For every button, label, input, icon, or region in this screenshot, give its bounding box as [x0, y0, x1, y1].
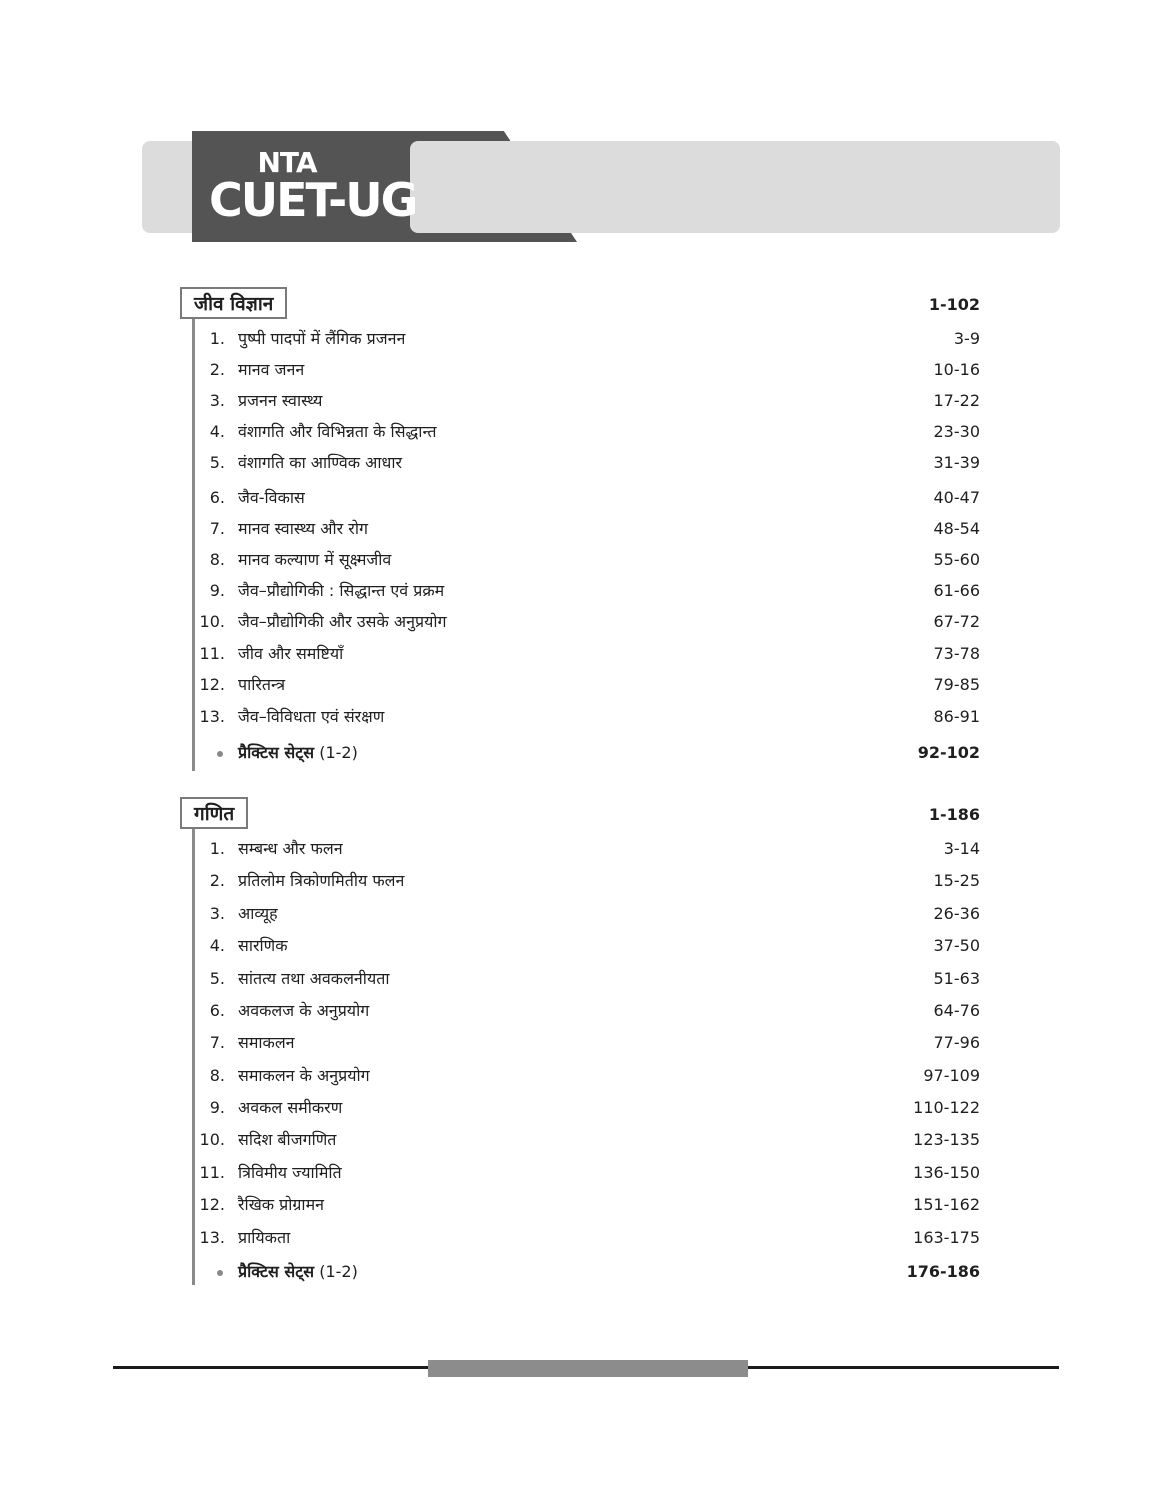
toc-row[interactable]	[180, 642, 980, 666]
section-bar	[192, 319, 195, 771]
chapter-title: सारणिक	[238, 936, 288, 955]
practice-sets-row[interactable]	[180, 1260, 980, 1284]
practice-sets-range: (1-2)	[319, 743, 358, 762]
chapter-pages: 61-66	[933, 581, 980, 600]
chapter-pages: 23-30	[933, 422, 980, 441]
toc-row[interactable]	[180, 1161, 980, 1185]
bullet-icon	[217, 1270, 223, 1276]
chapter-title: जैव-विकास	[238, 488, 305, 507]
toc-row[interactable]	[180, 486, 980, 510]
toc-row[interactable]	[180, 673, 980, 697]
chapter-pages: 67-72	[933, 612, 980, 631]
chapter-pages: 79-85	[933, 675, 980, 694]
chapter-pages: 136-150	[913, 1163, 980, 1182]
chapter-pages: 77-96	[933, 1033, 980, 1052]
toc-row[interactable]	[180, 579, 980, 603]
chapter-pages: 17-22	[933, 391, 980, 410]
section-title: गणित	[180, 797, 248, 829]
chapter-number: 9.	[209, 1098, 225, 1117]
section-mathematics	[180, 797, 980, 1287]
toc-row[interactable]	[180, 451, 980, 475]
chapter-pages: 163-175	[913, 1228, 980, 1247]
chapter-pages: 123-135	[913, 1130, 980, 1149]
chapter-pages: 64-76	[933, 1001, 980, 1020]
chapter-title: अवकल समीकरण	[238, 1098, 343, 1117]
chapter-pages: 37-50	[933, 936, 980, 955]
chapter-title: त्रिविमीय ज्यामिति	[238, 1163, 342, 1182]
toc-row[interactable]	[180, 517, 980, 541]
chapter-title: जैव–विविधता एवं संरक्षण	[238, 707, 385, 726]
chapter-pages: 15-25	[933, 871, 980, 890]
section-title: जीव विज्ञान	[180, 287, 287, 319]
chapter-title: समाकलन	[238, 1033, 295, 1052]
chapter-number: 12.	[199, 1195, 225, 1214]
chapter-title: मानव जनन	[238, 360, 305, 379]
chapter-title: मानव स्वास्थ्य और रोग	[238, 519, 368, 538]
toc-row[interactable]	[180, 548, 980, 572]
chapter-number: 2.	[209, 360, 225, 379]
toc-row[interactable]	[180, 1031, 980, 1055]
chapter-title: समाकलन के अनुप्रयोग	[238, 1066, 370, 1085]
logo-cuet-ug: CUET-UG	[209, 173, 417, 227]
toc-row[interactable]	[180, 1128, 980, 1152]
chapter-title: रैखिक प्रोग्रामन	[238, 1195, 325, 1214]
chapter-title: आव्यूह	[238, 904, 278, 923]
toc-row[interactable]	[180, 389, 980, 413]
chapter-number: 4.	[209, 936, 225, 955]
chapter-number: 3.	[209, 904, 225, 923]
chapter-title: सदिश बीजगणित	[238, 1130, 337, 1149]
footer-bar	[428, 1360, 748, 1377]
toc-row[interactable]	[180, 705, 980, 729]
chapter-number: 4.	[209, 422, 225, 441]
toc-row[interactable]	[180, 869, 980, 893]
chapter-number: 13.	[199, 1228, 225, 1247]
chapter-number: 8.	[209, 1066, 225, 1085]
toc-row[interactable]	[180, 934, 980, 958]
chapter-title: प्रजनन स्वास्थ्य	[238, 391, 323, 410]
chapter-title: प्रायिकता	[238, 1228, 291, 1247]
toc-row[interactable]	[180, 327, 980, 351]
chapter-pages: 48-54	[933, 519, 980, 538]
toc-row[interactable]	[180, 1193, 980, 1217]
practice-sets-row[interactable]	[180, 741, 980, 765]
toc-row[interactable]	[180, 837, 980, 861]
chapter-number: 5.	[209, 969, 225, 988]
chapter-pages: 73-78	[933, 644, 980, 663]
chapter-number: 10.	[199, 612, 225, 631]
practice-sets-title	[238, 1260, 358, 1284]
chapter-number: 13.	[199, 707, 225, 726]
chapter-title: पुष्पी पादपों में लैंगिक प्रजनन	[238, 329, 406, 348]
chapter-pages: 97-109	[923, 1066, 980, 1085]
toc-row[interactable]	[180, 420, 980, 444]
practice-sets-label: प्रैक्टिस सेट्स	[238, 743, 315, 762]
chapter-pages: 3-9	[953, 329, 980, 348]
bullet-icon	[217, 751, 223, 757]
chapter-pages: 110-122	[913, 1098, 980, 1117]
chapter-pages: 26-36	[933, 904, 980, 923]
chapter-title: मानव कल्याण में सूक्ष्मजीव	[238, 550, 392, 569]
chapter-pages: 151-162	[913, 1195, 980, 1214]
chapter-pages: 55-60	[933, 550, 980, 569]
chapter-number: 9.	[209, 581, 225, 600]
chapter-number: 1.	[209, 329, 225, 348]
section-pages: 1-186	[928, 805, 980, 824]
chapter-number: 10.	[199, 1130, 225, 1149]
chapter-pages: 51-63	[933, 969, 980, 988]
chapter-title: वंशागति का आण्विक आधार	[238, 453, 403, 472]
chapter-pages: 31-39	[933, 453, 980, 472]
practice-sets-pages: 92-102	[917, 743, 980, 762]
chapter-number: 7.	[209, 519, 225, 538]
chapter-number: 12.	[199, 675, 225, 694]
chapter-title: जीव और समष्टियाँ	[238, 644, 344, 663]
section-biology	[180, 287, 980, 773]
logo-nta: NTA	[257, 146, 317, 179]
toc-row[interactable]	[180, 1226, 980, 1250]
header-title-area	[410, 141, 1060, 233]
practice-sets-label: प्रैक्टिस सेट्स	[238, 1262, 315, 1281]
chapter-title: जैव–प्रौद्योगिकी : सिद्धान्त एवं प्रक्रम	[238, 581, 445, 600]
chapter-number: 2.	[209, 871, 225, 890]
chapter-pages: 40-47	[933, 488, 980, 507]
toc-row[interactable]	[180, 999, 980, 1023]
chapter-number: 8.	[209, 550, 225, 569]
chapter-number: 6.	[209, 1001, 225, 1020]
chapter-number: 11.	[199, 1163, 225, 1182]
chapter-pages: 3-14	[943, 839, 980, 858]
chapter-pages: 86-91	[933, 707, 980, 726]
chapter-number: 6.	[209, 488, 225, 507]
practice-sets-title	[238, 741, 358, 765]
chapter-title: अवकलज के अनुप्रयोग	[238, 1001, 370, 1020]
practice-sets-pages: 176-186	[906, 1262, 980, 1281]
chapter-pages: 10-16	[933, 360, 980, 379]
section-pages: 1-102	[928, 295, 980, 314]
toc-row[interactable]	[180, 1064, 980, 1088]
chapter-title: वंशागति और विभिन्नता के सिद्धान्त	[238, 422, 437, 441]
chapter-number: 7.	[209, 1033, 225, 1052]
chapter-title: प्रतिलोम त्रिकोणमितीय फलन	[238, 871, 405, 890]
toc-row[interactable]	[180, 967, 980, 991]
chapter-title: सम्बन्ध और फलन	[238, 839, 343, 858]
chapter-number: 1.	[209, 839, 225, 858]
chapter-number: 11.	[199, 644, 225, 663]
chapter-title: जैव–प्रौद्योगिकी और उसके अनुप्रयोग	[238, 612, 447, 631]
toc-row[interactable]	[180, 610, 980, 634]
chapter-number: 5.	[209, 453, 225, 472]
toc-row[interactable]	[180, 1096, 980, 1120]
practice-sets-range: (1-2)	[319, 1262, 358, 1281]
chapter-title: पारितन्त्र	[238, 675, 286, 694]
chapter-title: सांतत्य तथा अवकलनीयता	[238, 969, 390, 988]
toc-row[interactable]	[180, 358, 980, 382]
toc-row[interactable]	[180, 902, 980, 926]
chapter-number: 3.	[209, 391, 225, 410]
